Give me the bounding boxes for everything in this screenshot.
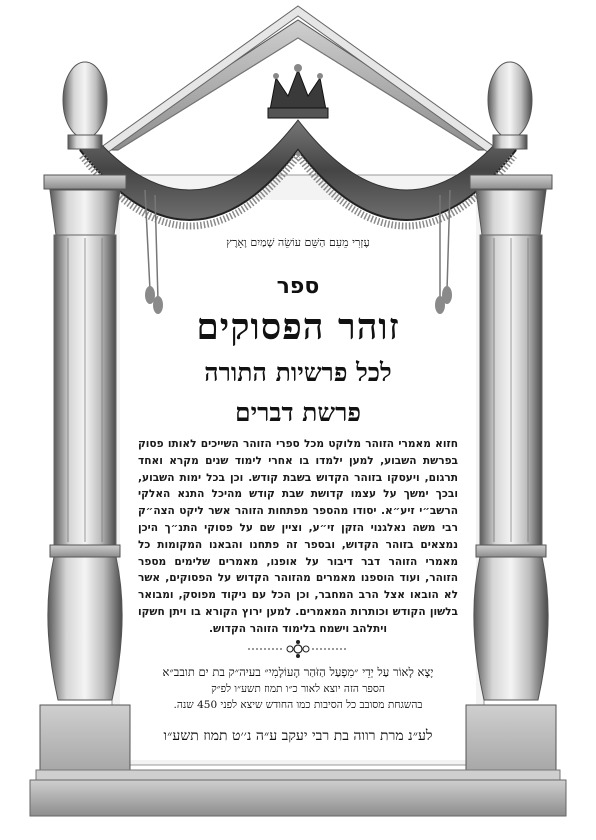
description-paragraph: חזוא מאמרי הזוהר מלוקט מכל ספרי הזוהר השייכים לאותו פסוק בפרשת השבוע, למען ילמדו בו אחרי לימוד שנים מקרא ואחד תרגום, ויעסקו בזוהר הקדוש בשבת קודש. וכן בכל ימות השבוע, ובכך ימשך על עצמו קדושת שבת קודש מהיכל התנא האלקי הרשב״י זיע״א. יסודו מהספר מפתחות הזוהר אשר ליקט הצה״ק רבי משה נאלגנוי הזקן זי״ע, וציין שם על פסוקי התנ״ך היכן נמצאים בזוהר הקדוש, ובספר זה פתחנו והבאנו המקומות כל מאמרי הזוהר דבר דיבור על אופנו, מאמרים שלימים מספר הזוהר, ועוד הוספנו מאמרים מהזוהר הקדוש על הפסוקים, אשר לא הובאו אצל הרב המחבר, וכן הכל עם ניקוד מפוסק, ומבואר בלשון הקודש וכותרות המאמרים. למען ירוץ הקורא בו ויתן חשקו ויתלהב וישמח בלימוד הזוהר הקדוש. [138,438,458,635]
base-ledge [36,770,560,780]
dedication-line: לע״נ מרת רווה בת רבי יעקב ע״ה נ׳׳ט תמוז תשע״ו [163,728,433,744]
book-title: זוהר הפסוקים [196,306,400,348]
header-verse: עֶזְרִי מֵעִם הַשֵּׁם עוֹשֵׂה שָׁמַיִם וָאָרֶץ [226,236,370,249]
publisher-line: יָצָא לָאוֹר עַל יְדֵי ״מִפְעַל הַזֹּהַר הָעוֹלָמִי״ בעיה״ק בת ים תובב״א [162,665,434,679]
sefer-label: ספר [276,274,320,299]
publisher-block [126,664,470,713]
publication-date-line: הספר הזה יוצא לאור כ״ו תמוז תשע״ו לפ״ק [211,683,385,695]
crown-icon [268,64,328,118]
ornament-divider-icon [248,638,348,660]
parsha-title: פרשת דברים [234,398,362,427]
base-plinth [30,780,566,816]
book-subtitle: לכל פרשיות התורה [204,358,392,387]
publication-note-line: בהשגחת מסובב כל הסיבות כמו החודש שיצא לפני 450 שנה. [173,699,423,711]
